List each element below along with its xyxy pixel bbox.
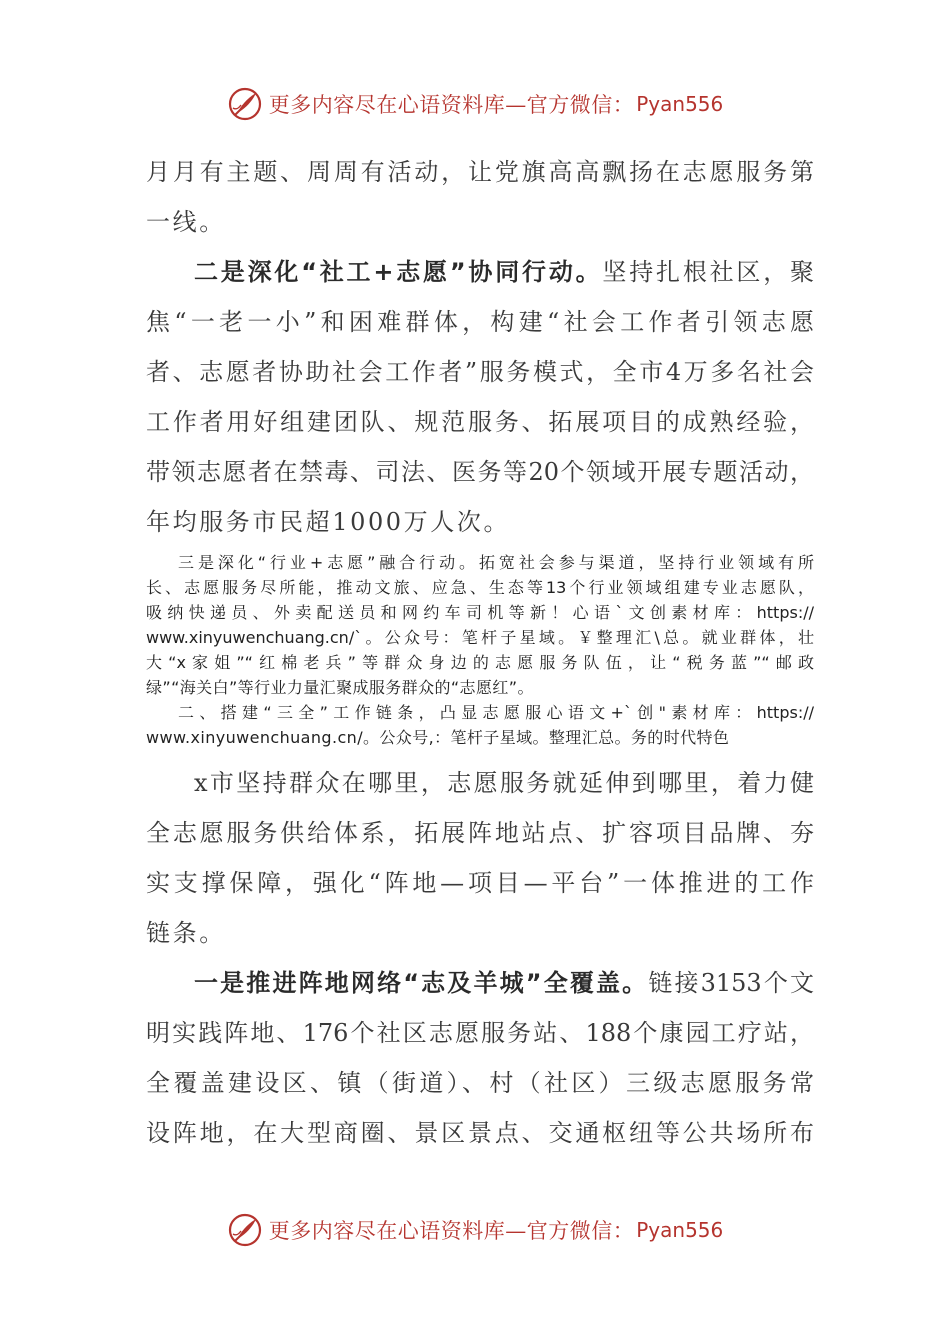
small-text-line: www.xinyuwenchuang.cn/。公众号,：笔杆子星域。整理汇总。务的时代特色: [146, 728, 730, 747]
header-watermark: [0, 84, 950, 124]
text-line: 设阵地，在大型商圈、景区景点、交通枢纽等公共场所布: [146, 1119, 814, 1147]
text-line: 工作者用好组建团队、规范服务、拓展项目的成熟经验，: [146, 408, 814, 436]
text-line: x市坚持群众在哪里，志愿服务就延伸到哪里，着力健: [194, 769, 814, 797]
text-line: 者、志愿者协助社会工作者”服务模式，全市4万多名社会: [146, 358, 814, 386]
text-line: 明实践阵地、176个社区志愿服务站、188个康园工疗站，: [146, 1019, 814, 1047]
text-line: 年均服务市民超1000万人次。: [146, 508, 511, 536]
watermark-text: 更多内容尽在心语资料库—官方微信：: [268, 1219, 635, 1243]
small-text-line: 吸纳快递员、外卖配送员和网约车司机等新！心语`文创素材库：https://: [146, 603, 814, 622]
quill-pen-logo-icon: [227, 86, 263, 122]
footer-watermark: [0, 1210, 950, 1250]
small-text-block: [146, 550, 814, 750]
small-text-line: www.xinyuwenchuang.cn/`。公众号：笔杆子星域。￥整理汇\总。就业群体，壮: [146, 628, 814, 647]
small-text-line: 大“x家姐”“红棉老兵”等群众身边的志愿服务队伍，让“税务蓝”“邮政: [146, 653, 814, 672]
watermark-wechat-id: Pyan556: [636, 1218, 724, 1242]
small-text-line: 三是深化“行业+志愿”融合行动。拓宽社会参与渠道，坚持行业领域有所: [178, 553, 814, 572]
text-span: 链接3153个文: [648, 969, 815, 997]
text-line: 月月有主题、周周有活动，让党旗高高飘扬在志愿服务第: [146, 158, 814, 186]
text-line: 带领志愿者在禁毒、司法、医务等20个领域开展专题活动，: [146, 458, 814, 486]
paragraph-heading: 二是深化“社工+志愿”协同行动。: [194, 258, 603, 286]
watermark-text: 更多内容尽在心语资料库—官方微信：: [268, 93, 635, 117]
paragraph-heading-line: [146, 247, 814, 297]
text-line: 焦“一老一小”和困难群体，构建“社会工作者引领志愿: [146, 308, 814, 336]
paragraph-heading: 一是推进阵地网络“志及羊城”全覆盖。: [194, 969, 649, 997]
watermark-wechat-id: Pyan556: [636, 92, 724, 116]
text-line: 链条。: [146, 919, 226, 947]
text-line: 一线。: [146, 208, 226, 236]
text-line: 全覆盖建设区、镇（街道）、村（社区）三级志愿服务常: [146, 1069, 814, 1097]
quill-pen-logo-icon: [227, 1212, 263, 1248]
paragraph-heading-line: [146, 958, 814, 1008]
small-text-line: 长、志愿服务尽所能，推动文旅、应急、生态等13个行业领域组建专业志愿队，: [146, 578, 814, 597]
small-text-line: 二、搭建“三全”工作链条，凸显志愿服心语文+`创"素材库：https://: [178, 703, 814, 722]
document-body: [146, 147, 814, 1158]
small-text-line: 绿”“海关白”等行业力量汇聚成服务群众的“志愿红”。: [146, 678, 534, 697]
text-line: 实支撑保障，强化“阵地—项目—平台”一体推进的工作: [146, 869, 814, 897]
text-span: 坚持扎根社区，聚: [602, 258, 815, 286]
text-line: 全志愿服务供给体系，拓展阵地站点、扩容项目品牌、夯: [146, 819, 814, 847]
